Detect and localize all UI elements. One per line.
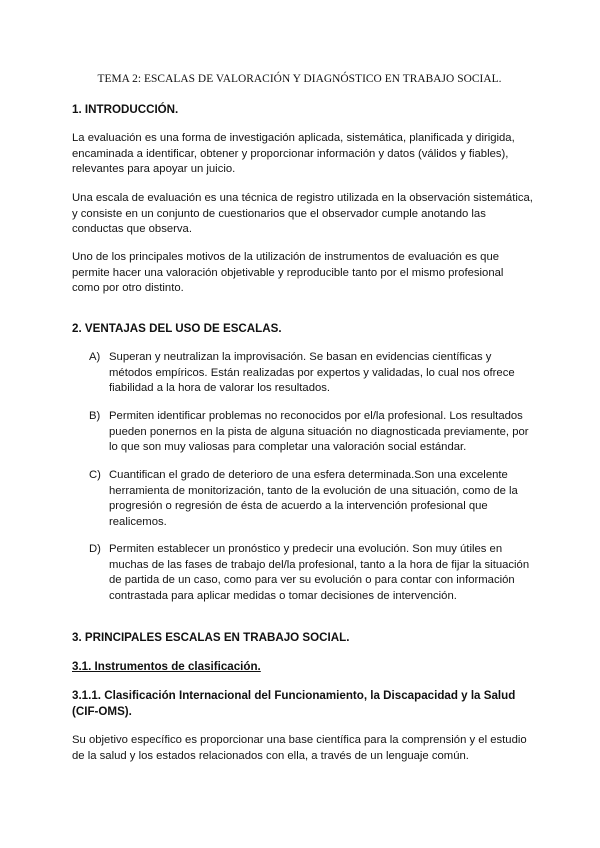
list-marker: C) xyxy=(89,469,101,481)
subsubsection-heading-cif: 3.1.1. Clasificación Internacional del Funcionamiento, la Discapacidad y la Salud (CIF-OMS). xyxy=(72,689,516,718)
document-title: TEMA 2: ESCALAS DE VALORACIÓN Y DIAGNÓSTICO EN TRABAJO SOCIAL. xyxy=(97,73,502,85)
list-item xyxy=(89,350,533,397)
list-marker: D) xyxy=(89,543,101,555)
list-item xyxy=(89,409,533,456)
section-heading-principales-escalas: 3. PRINCIPALES ESCALAS EN TRABAJO SOCIAL. xyxy=(72,631,350,644)
list-item-text: Permiten establecer un pronóstico y predecir una evolución. Son muy útiles en muchas de las fases de trabajo del/la profesional, tanto a la hora de fijar la situación de partida de un caso, como para ver su evolución o para contar con información contrastada para aplicar medidas o tomar decisiones de intervención. xyxy=(109,543,530,602)
list-marker: B) xyxy=(89,410,101,422)
list-item-text: Permiten identificar problemas no reconocidos por el/la profesional. Los resultados pueden ponernos en la pista de alguna situación no diagnosticada previamente, por lo que son muy valiosas para completar una valoración social estándar. xyxy=(109,410,529,454)
list-item-text: Superan y neutralizan la improvisación. Se basan en evidencias científicas y métodos empíricos. Están realizadas por expertos y validadas, lo cual nos ofrece fiabilidad a la hora de valorar los resultados. xyxy=(109,351,515,395)
list-item xyxy=(89,542,533,605)
paragraph-motivos: Uno de los principales motivos de la utilización de instrumentos de evaluación es que permite hacer una valoración objetivable y reproducible tanto por el mismo profesional como por otro distinto. xyxy=(72,251,504,295)
list-marker: A) xyxy=(89,351,101,363)
section-heading-ventajas: 2. VENTAJAS DEL USO DE ESCALAS. xyxy=(72,322,282,335)
paragraph-cif-objetivo: Su objetivo específico es proporcionar una base científica para la comprensión y el estudio de la salud y los estados relacionados con ella, a través de un lenguaje común. xyxy=(72,734,527,762)
list-item-text: Cuantifican el grado de deterioro de una esfera determinada.Son una excelente herramienta de monitorización, tanto de la evolución de una situación, como de la progresión o regresión de ésta de acuerdo a la intervención profesional que realicemos. xyxy=(109,469,518,528)
list-item xyxy=(89,468,533,531)
section-heading-introduccion: 1. INTRODUCCIÓN. xyxy=(72,103,179,116)
subsection-heading-instrumentos: 3.1. Instrumentos de clasificación. xyxy=(72,660,261,673)
paragraph-evaluacion: La evaluación es una forma de investigación aplicada, sistemática, planificada y dirigida, encaminada a identificar, obtener y proporcionar información y datos (válidos y fiables), relevantes para apoyar un juicio. xyxy=(72,132,515,176)
paragraph-escala: Una escala de evaluación es una técnica de registro utilizada en la observación sistemática, y consiste en un conjunto de cuestionarios que el observador cumple anotando las conductas que observa. xyxy=(72,192,533,236)
